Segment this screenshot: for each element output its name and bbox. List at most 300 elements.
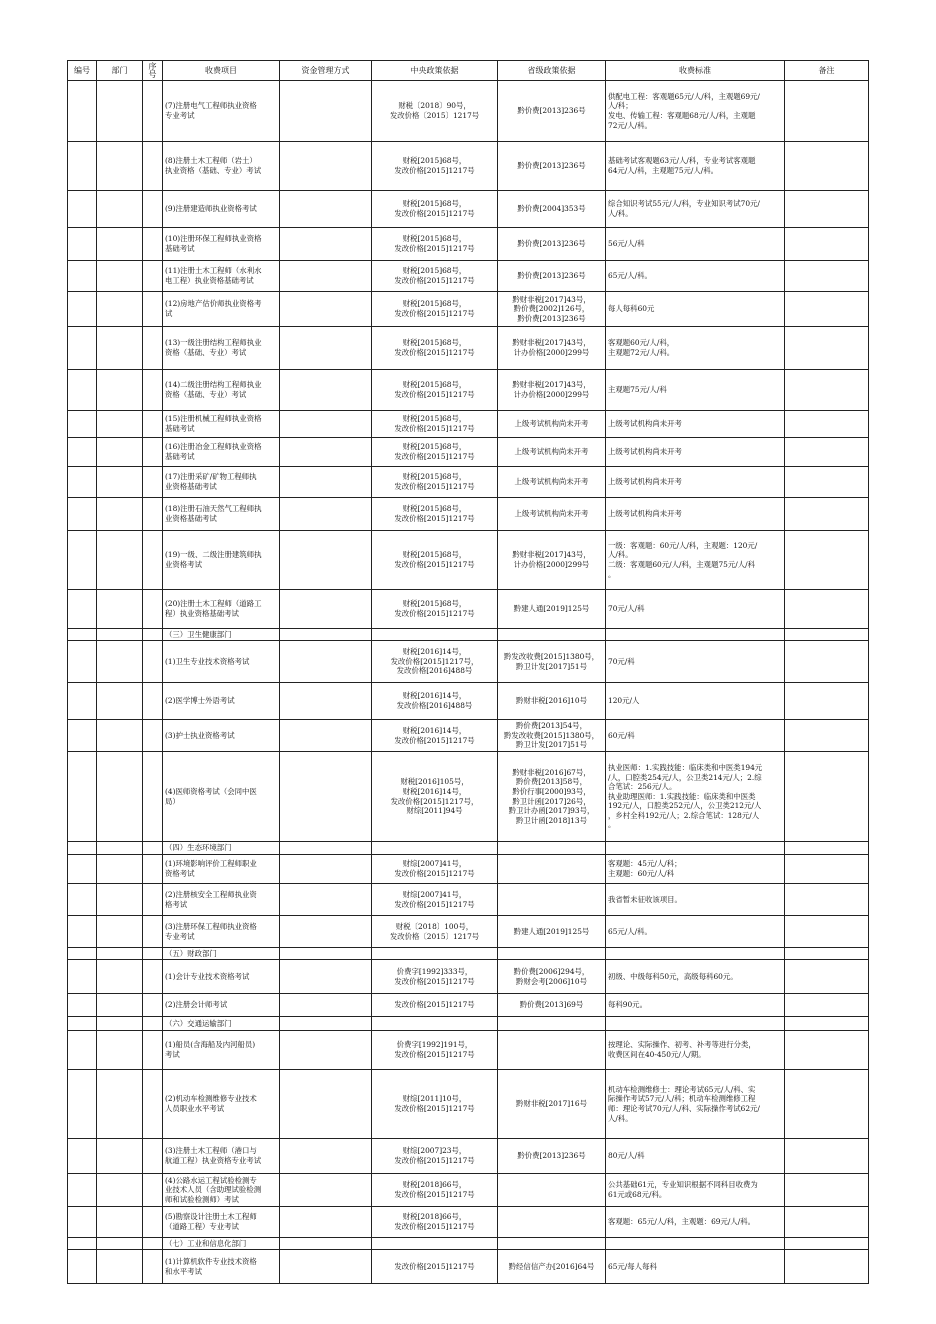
cell-number	[68, 1139, 97, 1174]
cell-central-policy: 财税[2015]68号， 发改价格[2015]1217号	[372, 370, 498, 411]
cell-remarks	[785, 641, 869, 683]
cell-remarks	[785, 842, 869, 855]
cell-central-policy: 财税[2015]68号， 发改价格[2015]1217号	[372, 498, 498, 531]
table-row	[68, 142, 869, 191]
cell-provincial-policy: 黔建人通[2019]125号	[498, 590, 606, 629]
cell-seq	[143, 261, 163, 292]
table-row	[68, 261, 869, 292]
cell-number	[68, 228, 97, 261]
cell-item: (20)注册土木工程师（道路工 程）执业资格基础考试	[163, 590, 280, 629]
cell-department	[97, 752, 143, 842]
cell-fund-management	[280, 191, 372, 228]
cell-department	[97, 261, 143, 292]
section-row	[68, 1017, 869, 1031]
cell-remarks	[785, 960, 869, 994]
cell-item: (16)注册冶金工程师执业资格 基础考试	[163, 438, 280, 467]
cell-central-policy: 财税〔2018〕100号， 发改价格〔2015〕1217号	[372, 916, 498, 948]
cell-remarks	[785, 1174, 869, 1207]
cell-remarks	[785, 438, 869, 467]
cell-fund-management	[280, 467, 372, 498]
cell-item: （六）交通运输部门	[163, 1017, 280, 1031]
cell-number	[68, 191, 97, 228]
column-header-fee-standard: 收费标准	[606, 61, 785, 81]
cell-fee-standard: 公共基础61元，专业知识根据不同科目收费为 61元或68元/科。	[606, 1174, 785, 1207]
cell-fund-management	[280, 261, 372, 292]
cell-fee-standard: 上级考试机构尚未开考	[606, 467, 785, 498]
table-row	[68, 1250, 869, 1284]
table-row	[68, 683, 869, 720]
cell-provincial-policy: 上级考试机构尚未开考	[498, 467, 606, 498]
cell-provincial-policy: 黔价费[2013]236号	[498, 228, 606, 261]
cell-item: (5)勘察设计注册土木工程师 （道路工程）专业考试	[163, 1207, 280, 1238]
table-row	[68, 1139, 869, 1174]
fee-table	[67, 60, 869, 1284]
cell-department	[97, 916, 143, 948]
cell-remarks	[785, 752, 869, 842]
cell-central-policy: 财税[2018]66号， 发改价格[2015]1217号	[372, 1207, 498, 1238]
cell-department	[97, 370, 143, 411]
cell-remarks	[785, 531, 869, 590]
cell-department	[97, 629, 143, 641]
cell-fund-management	[280, 855, 372, 884]
cell-central-policy: 财税[2015]68号， 发改价格[2015]1217号	[372, 467, 498, 498]
cell-seq	[143, 1207, 163, 1238]
cell-department	[97, 1139, 143, 1174]
cell-central-policy: 财税[2016]105号， 财税[2016]14号， 发改价格[2015]1217号， 财综[2011]94号	[372, 752, 498, 842]
cell-number	[68, 948, 97, 960]
cell-fund-management	[280, 1070, 372, 1139]
cell-fund-management	[280, 752, 372, 842]
cell-number	[68, 752, 97, 842]
cell-number	[68, 720, 97, 752]
cell-item: （五）财政部门	[163, 948, 280, 960]
cell-item: (11)注册土木工程师（水利水 电工程）执业资格基础考试	[163, 261, 280, 292]
cell-fee-standard: 每科90元。	[606, 994, 785, 1017]
cell-provincial-policy	[498, 1017, 606, 1031]
cell-central-policy: 财税[2016]14号， 发改价格[2015]1217号	[372, 720, 498, 752]
cell-provincial-policy: 上级考试机构尚未开考	[498, 411, 606, 438]
cell-seq	[143, 142, 163, 191]
cell-number	[68, 438, 97, 467]
cell-remarks	[785, 855, 869, 884]
cell-item: (18)注册石油天然气工程师执 业资格基础考试	[163, 498, 280, 531]
column-header-provincial-policy: 省级政策依据	[498, 61, 606, 81]
cell-department	[97, 1250, 143, 1284]
cell-number	[68, 1031, 97, 1070]
cell-number	[68, 641, 97, 683]
cell-remarks	[785, 1139, 869, 1174]
cell-provincial-policy	[498, 1238, 606, 1250]
cell-fee-standard: 65元/人/科。	[606, 261, 785, 292]
cell-provincial-policy: 黔价费[2013]69号	[498, 994, 606, 1017]
cell-fund-management	[280, 1207, 372, 1238]
cell-item: (14)二级注册结构工程师执业 资格（基础、专业）考试	[163, 370, 280, 411]
cell-department	[97, 467, 143, 498]
cell-seq	[143, 1031, 163, 1070]
cell-provincial-policy: 黔财非税[2016]67号， 黔价费[2013]58号， 黔价行事[2000]93号， 黔卫计函[2017]26号， 黔卫计办函[2017]93号， 黔卫计函[2018]13号	[498, 752, 606, 842]
cell-remarks	[785, 467, 869, 498]
cell-department	[97, 641, 143, 683]
table-row	[68, 1207, 869, 1238]
cell-department	[97, 498, 143, 531]
cell-remarks	[785, 590, 869, 629]
cell-number	[68, 370, 97, 411]
cell-number	[68, 1017, 97, 1031]
cell-seq	[143, 948, 163, 960]
table-row	[68, 1031, 869, 1070]
table-row	[68, 531, 869, 590]
cell-provincial-policy: 黔价费[2013]236号	[498, 261, 606, 292]
section-row	[68, 1238, 869, 1250]
cell-item: (3)护士执业资格考试	[163, 720, 280, 752]
cell-fee-standard: 每人每科60元	[606, 292, 785, 327]
cell-department	[97, 191, 143, 228]
cell-fund-management	[280, 327, 372, 370]
cell-provincial-policy: 黔价费[2006]294号， 黔财会考[2006]10号	[498, 960, 606, 994]
cell-fee-standard: 上级考试机构尚未开考	[606, 411, 785, 438]
cell-fee-standard	[606, 842, 785, 855]
cell-central-policy: 财税[2015]68号， 发改价格[2015]1217号	[372, 590, 498, 629]
cell-fund-management	[280, 1250, 372, 1284]
cell-provincial-policy	[498, 1207, 606, 1238]
cell-provincial-policy: 黔经信信产办[2016]64号	[498, 1250, 606, 1284]
cell-seq	[143, 191, 163, 228]
cell-remarks	[785, 1017, 869, 1031]
cell-item: (2)医学博士外语考试	[163, 683, 280, 720]
cell-department	[97, 411, 143, 438]
cell-remarks	[785, 261, 869, 292]
cell-remarks	[785, 1207, 869, 1238]
cell-number	[68, 590, 97, 629]
cell-seq	[143, 683, 163, 720]
cell-number	[68, 1207, 97, 1238]
cell-central-policy: 财税[2015]68号， 发改价格[2015]1217号	[372, 531, 498, 590]
cell-central-policy: 财税[2015]68号， 发改价格[2015]1217号	[372, 261, 498, 292]
cell-fee-standard	[606, 948, 785, 960]
cell-department	[97, 81, 143, 142]
cell-number	[68, 261, 97, 292]
cell-central-policy: 财综[2011]10号， 发改价格[2015]1217号	[372, 1070, 498, 1139]
cell-provincial-policy	[498, 1174, 606, 1207]
cell-number	[68, 411, 97, 438]
cell-remarks	[785, 327, 869, 370]
column-header-seq: 序 号	[143, 61, 163, 81]
cell-provincial-policy	[498, 629, 606, 641]
cell-department	[97, 1174, 143, 1207]
cell-fee-standard: 120元/人	[606, 683, 785, 720]
cell-fund-management	[280, 1139, 372, 1174]
cell-number	[68, 884, 97, 916]
cell-fee-standard: 综合知识考试55元/人/科，专业知识考试70元/ 人/科。	[606, 191, 785, 228]
cell-department	[97, 1017, 143, 1031]
cell-department	[97, 531, 143, 590]
cell-fee-standard: 执业医师：1.实践技能：临床类和中医类194元 /人，口腔类254元/人，公卫类214元/人；2.综 合笔试：256元/人。 执业助理医师：1.实践技能：临床类和中医类 192元/人，口腔类252元/人，公卫类212元/人 ，乡村全科192元/人；2.综合笔试：128元/人 。	[606, 752, 785, 842]
table-row	[68, 327, 869, 370]
cell-seq	[143, 438, 163, 467]
cell-item: (1)船员(含海船及内河船员) 考试	[163, 1031, 280, 1070]
column-header-fund-management: 资金管理方式	[280, 61, 372, 81]
header-row	[68, 61, 869, 81]
cell-department	[97, 590, 143, 629]
cell-provincial-policy: 黔价费[2004]353号	[498, 191, 606, 228]
table-row	[68, 641, 869, 683]
cell-fund-management	[280, 960, 372, 994]
cell-fee-standard: 机动车检测维修士：理论考试65元/人/科、实 际操作考试57元/人/科；机动车检测维修工程 师：理论考试70元/人/科、实际操作考试62元/ 人/科。	[606, 1070, 785, 1139]
table-row	[68, 590, 869, 629]
cell-remarks	[785, 1070, 869, 1139]
cell-central-policy	[372, 1017, 498, 1031]
cell-remarks	[785, 1031, 869, 1070]
cell-item: (15)注册机械工程师执业资格 基础考试	[163, 411, 280, 438]
cell-central-policy: 财税[2018]66号， 发改价格[2015]1217号	[372, 1174, 498, 1207]
cell-item: （四）生态环境部门	[163, 842, 280, 855]
cell-central-policy: 财税[2015]68号， 发改价格[2015]1217号	[372, 292, 498, 327]
cell-number	[68, 842, 97, 855]
cell-central-policy: 财税[2015]68号， 发改价格[2015]1217号	[372, 191, 498, 228]
cell-fee-standard: 基础考试客观题63元/人/科，专业考试客观题 64元/人/科，主观题75元/人/科。	[606, 142, 785, 191]
cell-central-policy: 财税[2016]14号， 发改价格[2015]1217号， 发改价格[2016]488号	[372, 641, 498, 683]
section-row	[68, 629, 869, 641]
cell-remarks	[785, 292, 869, 327]
cell-item: (19)一级、二级注册建筑师执 业资格考试	[163, 531, 280, 590]
cell-central-policy: 财税[2015]68号， 发改价格[2015]1217号	[372, 438, 498, 467]
column-header-central-policy: 中央政策依据	[372, 61, 498, 81]
cell-item: （七）工业和信息化部门	[163, 1238, 280, 1250]
cell-fund-management	[280, 884, 372, 916]
cell-item: (2)注册核安全工程师执业资 格考试	[163, 884, 280, 916]
cell-seq	[143, 467, 163, 498]
cell-fund-management	[280, 629, 372, 641]
table-row	[68, 411, 869, 438]
cell-seq	[143, 916, 163, 948]
cell-fund-management	[280, 683, 372, 720]
cell-fee-standard: 65元/人/科。	[606, 916, 785, 948]
cell-fee-standard: 60元/科	[606, 720, 785, 752]
cell-seq	[143, 994, 163, 1017]
cell-number	[68, 1070, 97, 1139]
cell-fee-standard: 按理论、实际操作、初考、补考等进行分类， 收费区间在40-450元/人/期。	[606, 1031, 785, 1070]
cell-seq	[143, 960, 163, 994]
cell-department	[97, 327, 143, 370]
column-header-remarks: 备注	[785, 61, 869, 81]
cell-provincial-policy: 黔财非税[2017]16号	[498, 1070, 606, 1139]
cell-item: (8)注册土木工程师（岩土） 执业资格（基础、专业）考试	[163, 142, 280, 191]
cell-central-policy	[372, 1238, 498, 1250]
cell-fund-management	[280, 142, 372, 191]
cell-number	[68, 855, 97, 884]
cell-number	[68, 1250, 97, 1284]
cell-fund-management	[280, 641, 372, 683]
cell-department	[97, 228, 143, 261]
cell-item: (17)注册采矿/矿物工程师执 业资格基础考试	[163, 467, 280, 498]
table-row	[68, 855, 869, 884]
cell-remarks	[785, 498, 869, 531]
cell-department	[97, 1031, 143, 1070]
cell-fee-standard	[606, 629, 785, 641]
cell-seq	[143, 411, 163, 438]
cell-fund-management	[280, 498, 372, 531]
cell-seq	[143, 1070, 163, 1139]
cell-central-policy	[372, 629, 498, 641]
cell-department	[97, 1238, 143, 1250]
cell-fund-management	[280, 1017, 372, 1031]
cell-number	[68, 467, 97, 498]
cell-seq	[143, 884, 163, 916]
cell-fund-management	[280, 228, 372, 261]
cell-seq	[143, 1017, 163, 1031]
table-row	[68, 1070, 869, 1139]
cell-remarks	[785, 81, 869, 142]
cell-item: (10)注册环保工程师执业资格 基础考试	[163, 228, 280, 261]
cell-central-policy: 财税[2015]68号， 发改价格[2015]1217号	[372, 327, 498, 370]
column-header-number: 编号	[68, 61, 97, 81]
cell-provincial-policy: 上级考试机构尚未开考	[498, 498, 606, 531]
cell-fee-standard: 主观题75元/人/科	[606, 370, 785, 411]
table-row	[68, 498, 869, 531]
cell-fee-standard: 65元/每人每科	[606, 1250, 785, 1284]
cell-provincial-policy: 黔价费[2013]236号	[498, 1139, 606, 1174]
cell-department	[97, 994, 143, 1017]
cell-remarks	[785, 629, 869, 641]
cell-seq	[143, 641, 163, 683]
table-row	[68, 228, 869, 261]
cell-item: (1)会计专业技术资格考试	[163, 960, 280, 994]
cell-item: (1)卫生专业技术资格考试	[163, 641, 280, 683]
cell-fee-standard: 56元/人/科	[606, 228, 785, 261]
cell-fund-management	[280, 531, 372, 590]
cell-fund-management	[280, 994, 372, 1017]
cell-department	[97, 1207, 143, 1238]
cell-fund-management	[280, 842, 372, 855]
cell-item: （三）卫生健康部门	[163, 629, 280, 641]
cell-department	[97, 855, 143, 884]
cell-seq	[143, 327, 163, 370]
cell-seq	[143, 1174, 163, 1207]
cell-number	[68, 81, 97, 142]
cell-remarks	[785, 142, 869, 191]
cell-central-policy: 财税〔2018〕90号， 发改价格〔2015〕1217号	[372, 81, 498, 142]
cell-provincial-policy: 黔财非税[2017]43号， 计办价格[2000]299号	[498, 370, 606, 411]
cell-fee-standard	[606, 1238, 785, 1250]
table-row	[68, 752, 869, 842]
cell-number	[68, 916, 97, 948]
cell-provincial-policy	[498, 884, 606, 916]
cell-fund-management	[280, 411, 372, 438]
cell-department	[97, 948, 143, 960]
cell-remarks	[785, 228, 869, 261]
cell-fund-management	[280, 916, 372, 948]
cell-provincial-policy	[498, 842, 606, 855]
cell-seq	[143, 1250, 163, 1284]
cell-department	[97, 842, 143, 855]
cell-fund-management	[280, 590, 372, 629]
cell-item: (13)一级注册结构工程师执业 资格（基础、专业）考试	[163, 327, 280, 370]
table-row	[68, 81, 869, 142]
table-row	[68, 994, 869, 1017]
cell-provincial-policy: 黔发改收费[2015]1380号， 黔卫计发[2017]51号	[498, 641, 606, 683]
cell-provincial-policy: 黔财非税[2017]43号， 计办价格[2000]299号	[498, 531, 606, 590]
cell-seq	[143, 629, 163, 641]
cell-provincial-policy: 黔财非税[2017]43号， 黔价费[2002]126号， 黔价费[2013]236号	[498, 292, 606, 327]
cell-central-policy	[372, 948, 498, 960]
cell-fee-standard: 70元/人/科	[606, 590, 785, 629]
cell-number	[68, 142, 97, 191]
cell-remarks	[785, 720, 869, 752]
cell-central-policy: 财税[2015]68号， 发改价格[2015]1217号	[372, 228, 498, 261]
cell-item: (2)机动车检测维修专业技术 人员职业水平考试	[163, 1070, 280, 1139]
section-row	[68, 842, 869, 855]
cell-department	[97, 720, 143, 752]
cell-provincial-policy	[498, 855, 606, 884]
cell-central-policy: 财税[2015]68号， 发改价格[2015]1217号	[372, 142, 498, 191]
cell-central-policy: 价费字[1992]191号， 发改价格[2015]1217号	[372, 1031, 498, 1070]
cell-provincial-policy: 上级考试机构尚未开考	[498, 438, 606, 467]
cell-number	[68, 1174, 97, 1207]
cell-number	[68, 629, 97, 641]
section-row	[68, 948, 869, 960]
table-row	[68, 884, 869, 916]
cell-department	[97, 884, 143, 916]
cell-seq	[143, 590, 163, 629]
cell-central-policy: 财综[2007]23号， 发改价格[2015]1217号	[372, 1139, 498, 1174]
table-row	[68, 720, 869, 752]
cell-remarks	[785, 884, 869, 916]
cell-fee-standard: 70元/科	[606, 641, 785, 683]
cell-department	[97, 683, 143, 720]
table-row	[68, 467, 869, 498]
cell-fund-management	[280, 1238, 372, 1250]
cell-department	[97, 292, 143, 327]
cell-item: (7)注册电气工程师执业资格 专业考试	[163, 81, 280, 142]
cell-number	[68, 1238, 97, 1250]
cell-remarks	[785, 411, 869, 438]
cell-fund-management	[280, 720, 372, 752]
cell-central-policy: 财税[2016]14号， 发改价格[2016]488号	[372, 683, 498, 720]
cell-remarks	[785, 1250, 869, 1284]
cell-seq	[143, 228, 163, 261]
cell-fee-standard: 客观题：65元/人/科，主观题：69元/人/科。	[606, 1207, 785, 1238]
cell-item: (4)公路水运工程试验检测专 业技术人员（含助理试验检测 师和试验检测师）考试	[163, 1174, 280, 1207]
cell-fee-standard: 80元/人/科	[606, 1139, 785, 1174]
cell-item: (3)注册土木工程师（港口与 航道工程）执业资格专业考试	[163, 1139, 280, 1174]
cell-department	[97, 1070, 143, 1139]
cell-seq	[143, 1238, 163, 1250]
cell-seq	[143, 842, 163, 855]
cell-central-policy: 发改价格[2015]1217号	[372, 1250, 498, 1284]
cell-provincial-policy: 黔价费[2013]54号， 黔发改收费[2015]1380号， 黔卫计发[2017]51号	[498, 720, 606, 752]
cell-fund-management	[280, 948, 372, 960]
cell-central-policy: 财税[2015]68号， 发改价格[2015]1217号	[372, 411, 498, 438]
cell-provincial-policy: 黔建人通[2019]125号	[498, 916, 606, 948]
cell-item: (12)房地产估价师执业资格考 试	[163, 292, 280, 327]
cell-number	[68, 683, 97, 720]
column-header-department: 部门	[97, 61, 143, 81]
cell-seq	[143, 720, 163, 752]
cell-provincial-policy: 黔财非税[2016]10号	[498, 683, 606, 720]
cell-fund-management	[280, 370, 372, 411]
cell-central-policy: 财综[2007]41号， 发改价格[2015]1217号	[372, 884, 498, 916]
cell-seq	[143, 498, 163, 531]
cell-provincial-policy: 黔价费[2013]236号	[498, 81, 606, 142]
cell-fee-standard: 上级考试机构尚未开考	[606, 498, 785, 531]
cell-remarks	[785, 191, 869, 228]
cell-fund-management	[280, 438, 372, 467]
cell-item: (2)注册会计师考试	[163, 994, 280, 1017]
cell-remarks	[785, 948, 869, 960]
cell-fee-standard: 客观题60元/人/科， 主观题72元/人/科。	[606, 327, 785, 370]
cell-seq	[143, 531, 163, 590]
table-row	[68, 438, 869, 467]
